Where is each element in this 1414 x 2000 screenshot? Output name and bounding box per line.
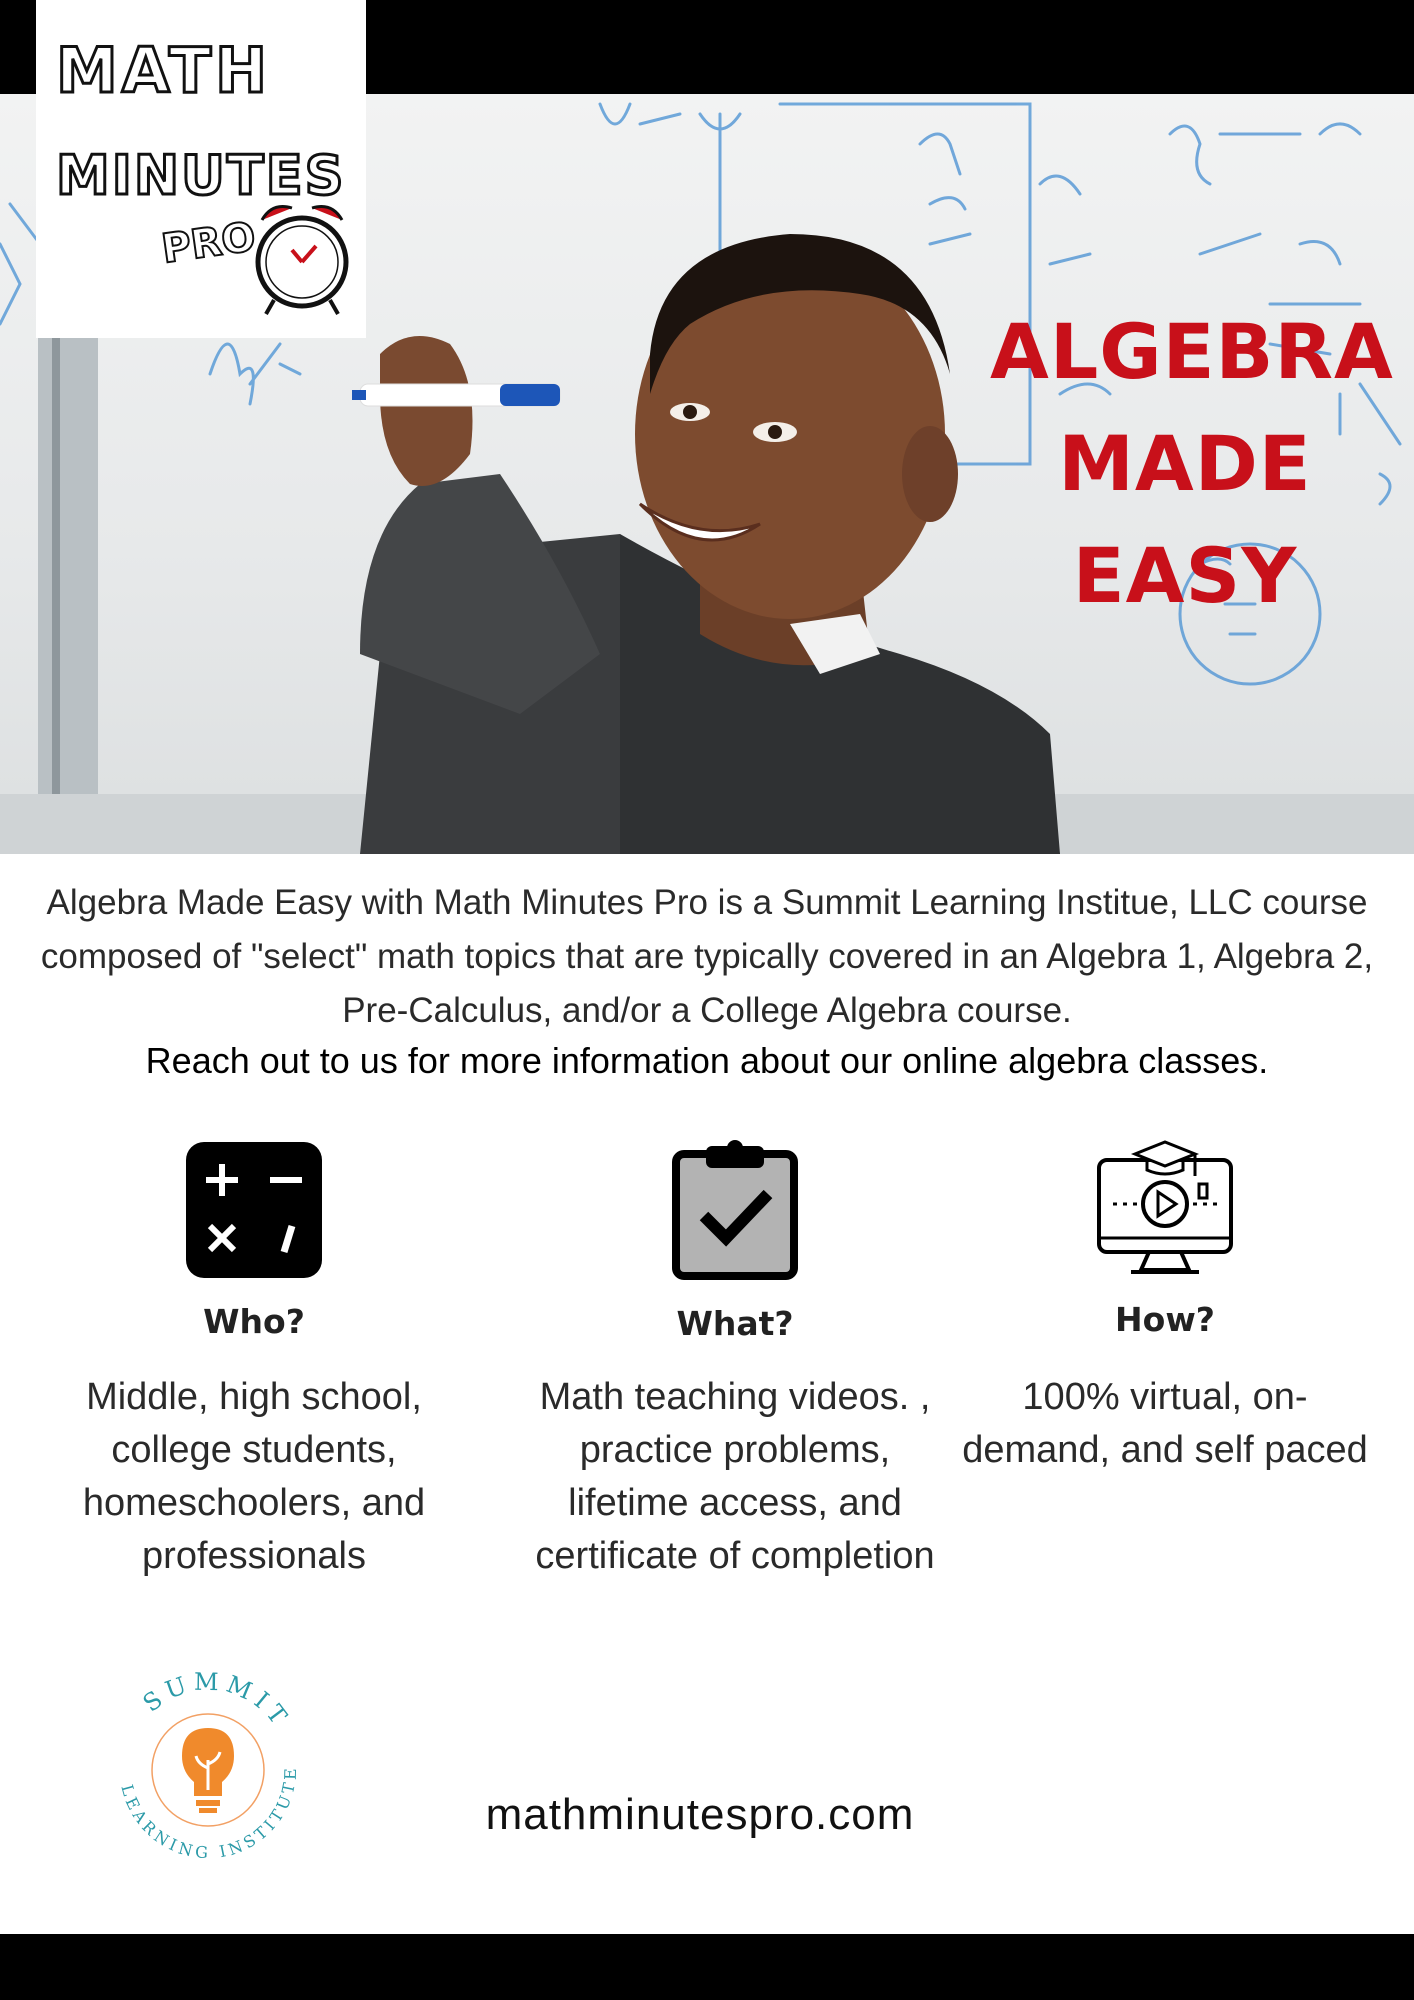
feature-what-text: Math teaching videos. , practice problems, lifetime access, and certificate of completion xyxy=(535,1376,935,1577)
feature-who xyxy=(44,1140,464,1583)
logo-line3: PRO xyxy=(158,213,259,273)
lightbulb-icon xyxy=(98,1660,318,1880)
feature-how-text: 100% virtual, on-demand, and self paced xyxy=(962,1376,1368,1471)
online-course-monitor-icon xyxy=(1095,1140,1235,1280)
logo-line2: MINUTES xyxy=(56,144,346,207)
feature-who-text: Middle, high school, college students, homeschoolers, and professionals xyxy=(82,1376,426,1577)
bottom-black-bar xyxy=(0,1934,1414,2000)
summit-learning-institute-logo xyxy=(98,1660,318,1884)
feature-what xyxy=(525,1140,945,1583)
alarm-clock-icon xyxy=(36,0,366,338)
website-url: mathminutespro.com xyxy=(485,1790,915,1839)
feature-how xyxy=(955,1140,1375,1477)
feature-who-title: Who? xyxy=(203,1302,305,1341)
clipboard-check-icon xyxy=(672,1140,798,1280)
math-minutes-pro-logo xyxy=(36,0,366,338)
headline-line1: ALGEBRA xyxy=(990,307,1394,396)
logo-line1: MATH xyxy=(56,34,272,107)
course-description: Algebra Made Easy with Math Minutes Pro is a Summit Learning Institue, LLC course composed of "select" math topics that are typically covered in an Algebra 1, Algebra 2, Pre-Calculus, and/or a College Algebra course. xyxy=(40,883,1374,1030)
contact-call-to-action: Reach out to us for more information about our online algebra classes. xyxy=(145,1040,1269,1081)
feature-what-title: What? xyxy=(676,1304,794,1343)
summit-logo-bottom: LEARNING INSTITUTE xyxy=(117,1764,301,1863)
headline-line2: MADE xyxy=(1058,419,1312,508)
headline-line3: EASY xyxy=(1072,531,1298,620)
summit-logo-top: SUMMIT xyxy=(137,1667,296,1735)
feature-how-title: How? xyxy=(1115,1300,1215,1339)
headline xyxy=(990,296,1394,632)
calculator-icon xyxy=(184,1140,324,1280)
